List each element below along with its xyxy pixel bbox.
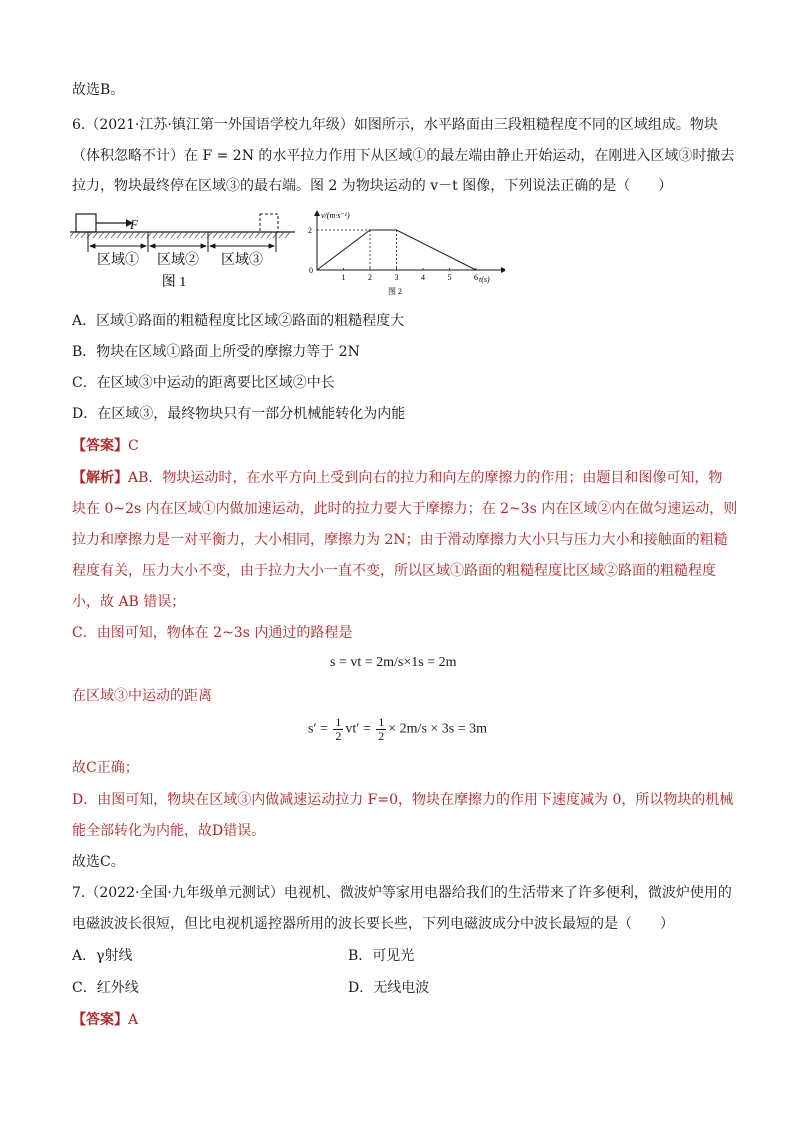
ground-hatching [70, 232, 290, 238]
q6-stem-line-3: 拉力，物块最终停在区域③的最右端。图 2 为物块运动的 v－t 图像，下列说法正确的是（ ） [72, 178, 673, 194]
q7-option-d: D．无线电波 [348, 980, 430, 996]
eq2-lhs: s′ = [308, 721, 328, 737]
eq2-mid: vt′ = [345, 721, 371, 737]
q6-analysis-line-5: 小，故 AB 错误； [72, 594, 186, 610]
origin-label: 0 [309, 266, 313, 275]
data-point [396, 229, 397, 230]
q6-option-c: C．在区域③中运动的距离要比区域②中长 [72, 375, 335, 391]
x-tick-label: 3 [394, 273, 399, 282]
q6-analysis-line-3: 拉力和摩擦力是一对平衡力，大小相同，摩擦力为 2N；由于滑动摩擦力大小只与压力大小和接触面的粗糙 [72, 532, 728, 548]
q7-option-a: A．γ射线 [72, 948, 133, 964]
q7-option-b: B．可见光 [348, 948, 415, 964]
answer-value: C [128, 438, 139, 454]
x-axis-label: t(s) [479, 275, 490, 284]
q6-analysis-line-4: 程度有关，压力大小不变，由于拉力大小一直不变，所以区域①路面的粗糙程度比区域②路面的粗糙程度 [72, 563, 716, 579]
eq2-rhs: × 2m/s × 3s = 3m [388, 721, 488, 737]
frac-num: 1 [335, 715, 342, 729]
final-block-position [260, 214, 278, 232]
y-axis-arrow-icon [314, 210, 320, 216]
eq2-fraction-1 [333, 716, 343, 743]
q7-stem-line-1: 7.（2022·全国·九年级单元测试）电视机、微波炉等家用电器给我们的生活带来了许多便利，微波炉使用的 [72, 885, 732, 901]
data-point [369, 229, 370, 230]
figure-2-vt-chart [305, 208, 505, 300]
q6-analysis-line-2: 块在 0~2s 内在区域①内做加速运动，此时的拉力要大于摩擦力；在 2~3s 内在区域②内在做匀速运动，则 [72, 501, 738, 517]
q6-option-d: D．在区域③，最终物块只有一部分机械能转化为内能 [72, 406, 406, 422]
equation-2 [308, 716, 487, 743]
y-tick-label: 2 [308, 226, 312, 235]
q7-answer [72, 1010, 138, 1030]
q6-answer [72, 436, 139, 456]
q6-c-correct: 故C正确； [72, 760, 139, 776]
x-tick-label: 6 [474, 273, 478, 282]
region-3-label: 区域③ [221, 253, 263, 268]
q6-d-line-1: D．由图可知，物块在区域③内做减速运动拉力 F=0，物块在摩擦力的作用下速度减为 0，所以物块的机械 [72, 792, 734, 808]
q7-option-c: C．红外线 [72, 980, 139, 996]
q6-analysis-line-6: C．由图可知，物体在 2~3s 内通过的路程是 [72, 625, 353, 641]
x-tick-label: 5 [447, 273, 452, 282]
frac-den: 2 [378, 729, 385, 743]
x-tick-label: 4 [421, 273, 425, 282]
q7-answer-value: A [128, 1012, 139, 1028]
q6-region3-distance: 在区域③中运动的距离 [72, 688, 212, 704]
y-axis-label: v/(m·s⁻¹) [321, 211, 350, 220]
q6-analysis-line-1 [72, 468, 722, 488]
figure-2-caption: 图 2 [388, 287, 402, 296]
x-axis-arrow-icon [501, 267, 505, 273]
q6-final-choice: 故选C。 [72, 854, 125, 870]
q6-option-b: B．物块在区域①路面上所受的摩擦力等于 2N [72, 344, 360, 360]
figure-1-road [70, 208, 295, 293]
region-1-label: 区域① [97, 253, 139, 268]
answer-label: 【答案】 [72, 438, 128, 454]
data-point [316, 269, 317, 270]
q6-d-line-2: 能全部转化为内能，故D错误。 [72, 823, 266, 839]
prev-conclusion: 故选B。 [72, 82, 125, 98]
frac-num: 1 [378, 715, 385, 729]
region-2-label: 区域② [157, 253, 199, 268]
data-point [475, 269, 476, 270]
q6-stem-line-1: 6.（2021·江苏·镇江第一外国语学校九年级）如图所示，水平路面由三段粗糙程度不同的区域组成。物块 [72, 117, 718, 133]
force-label: F [130, 217, 138, 232]
q7-stem-line-2: 电磁波波长很短，但比电视机遥控器所用的波长要长些，下列电磁波成分中波长最短的是（ ） [72, 916, 674, 932]
analysis-label: 【解析】 [72, 470, 128, 486]
block [76, 214, 96, 232]
figure-1-caption: 图 1 [161, 275, 187, 290]
analysis-text-1: AB．物块运动时，在水平方向上受到向右的拉力和向左的摩擦力的作用；由题目和图像可知，物 [128, 470, 723, 486]
eq2-fraction-2 [376, 716, 386, 743]
q7-answer-label: 【答案】 [72, 1012, 128, 1028]
q6-stem-line-2: （体积忽略不计）在 F = 2N 的水平拉力作用下从区域①的最左端由静止开始运动，在刚进入区域③时撤去 [72, 148, 735, 164]
q6-option-a: A．区域①路面的粗糙程度比区域②路面的粗糙程度大 [72, 313, 405, 329]
x-tick-label: 1 [341, 273, 346, 282]
x-tick-label: 2 [368, 273, 372, 282]
equation-1: s = vt = 2m/s×1s = 2m [330, 655, 457, 670]
frac-den: 2 [335, 729, 342, 743]
